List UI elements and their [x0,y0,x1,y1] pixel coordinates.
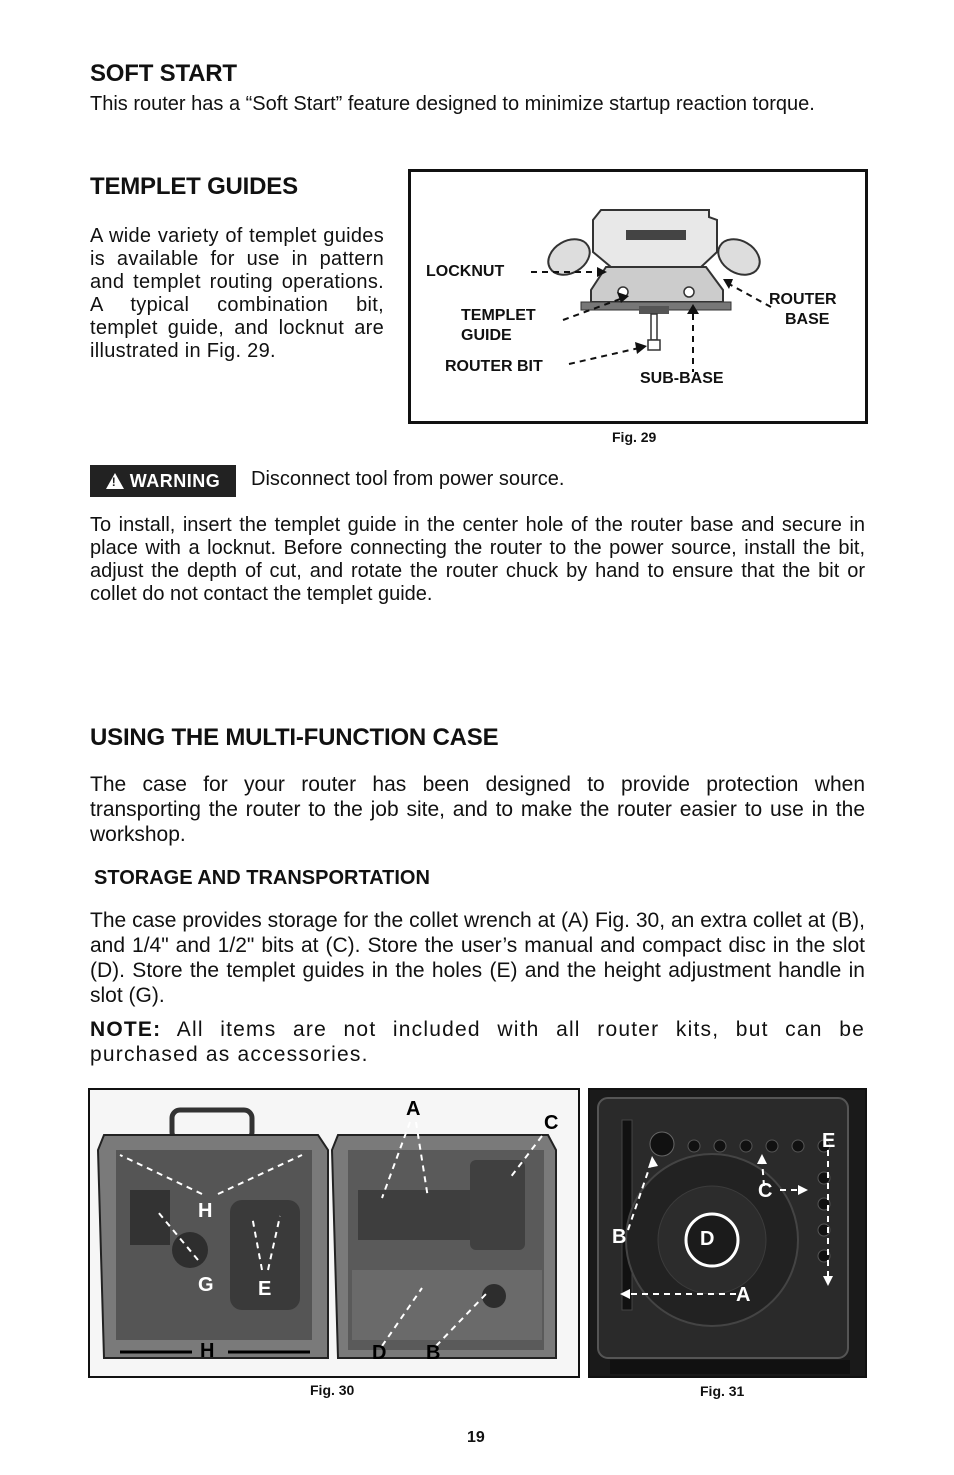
label-templet-guide-line2: GUIDE [461,327,512,344]
fig-30-callouts [90,1090,578,1376]
fig31-label-d: D [700,1228,715,1250]
figure-29 [408,169,868,424]
fig31-label-a: A [736,1284,751,1306]
storage-body: The case provides storage for the collet wrench at (A) Fig. 30, an extra collet at (B), and 1/4" and 1/2" bits at (C). Store the user’s manual and compact disc in the slot (D). Store the templet guides in the holes (E) and the height adjustment handle in slot (G). [90,909,865,1007]
fig30-label-h-bottom: H [200,1340,215,1362]
figure-31 [588,1088,867,1378]
fig31-label-c: C [758,1180,773,1202]
label-locknut: LOCKNUT [426,263,505,280]
fig30-label-b: B [426,1342,441,1364]
soft-start-body: This router has a “Soft Start” feature designed to minimize startup reaction torque. [90,93,815,115]
page-number: 19 [467,1429,485,1446]
note-label: NOTE: [90,1018,162,1041]
fig30-label-e: E [258,1278,272,1300]
fig-30-caption: Fig. 30 [310,1382,355,1398]
fig30-label-c: C [544,1112,559,1134]
templet-guides-body: A wide variety of templet guides is available for use in pattern and templet routing operations. A typical combination bit, templet guide, and locknut are illustrated in Fig. 29. [90,225,384,362]
label-router-base-line2: BASE [785,311,830,328]
label-router-bit: ROUTER BIT [445,358,543,375]
install-instructions: To install, insert the templet guide in the center hole of the router base and secure in place with a locknut. Before connecting the router to the power source, install the bit, adjust the depth of cut, and rotate the router chuck by hand to ensure that the bit or collet do not contact the templet guide. [90,514,865,605]
label-sub-base: SUB-BASE [640,370,724,387]
fig30-label-a: A [406,1098,421,1120]
fig-29-caption: Fig. 29 [612,429,657,445]
warning-badge [90,465,236,497]
label-router-base-line1: ROUTER [769,291,837,308]
fig31-label-e: E [822,1130,836,1152]
soft-start-heading: SOFT START [90,60,237,87]
fig-31-caption: Fig. 31 [700,1383,745,1399]
warning-triangle-icon [106,473,124,489]
fig30-label-g: G [198,1274,214,1296]
warning-text: Disconnect tool from power source. [251,468,565,490]
storage-heading: STORAGE AND TRANSPORTATION [94,867,430,889]
fig30-label-h-top: H [198,1200,213,1222]
templet-guides-heading: TEMPLET GUIDES [90,173,298,200]
fig31-label-b: B [612,1226,627,1248]
fig30-label-d: D [372,1342,387,1364]
warning-badge-label: WARNING [129,470,221,491]
storage-note [90,1017,865,1067]
multi-function-case-body: The case for your router has been designed to provide protection when transporting the router to the job site, and to make the router easier to use in the workshop. [90,773,865,846]
multi-function-case-heading: USING THE MULTI-FUNCTION CASE [90,724,499,751]
note-text: All items are not included with all router kits, but can be purchased as accessories. [90,1018,865,1066]
figure-30 [88,1088,580,1378]
label-templet-guide-line1: TEMPLET [461,307,536,324]
